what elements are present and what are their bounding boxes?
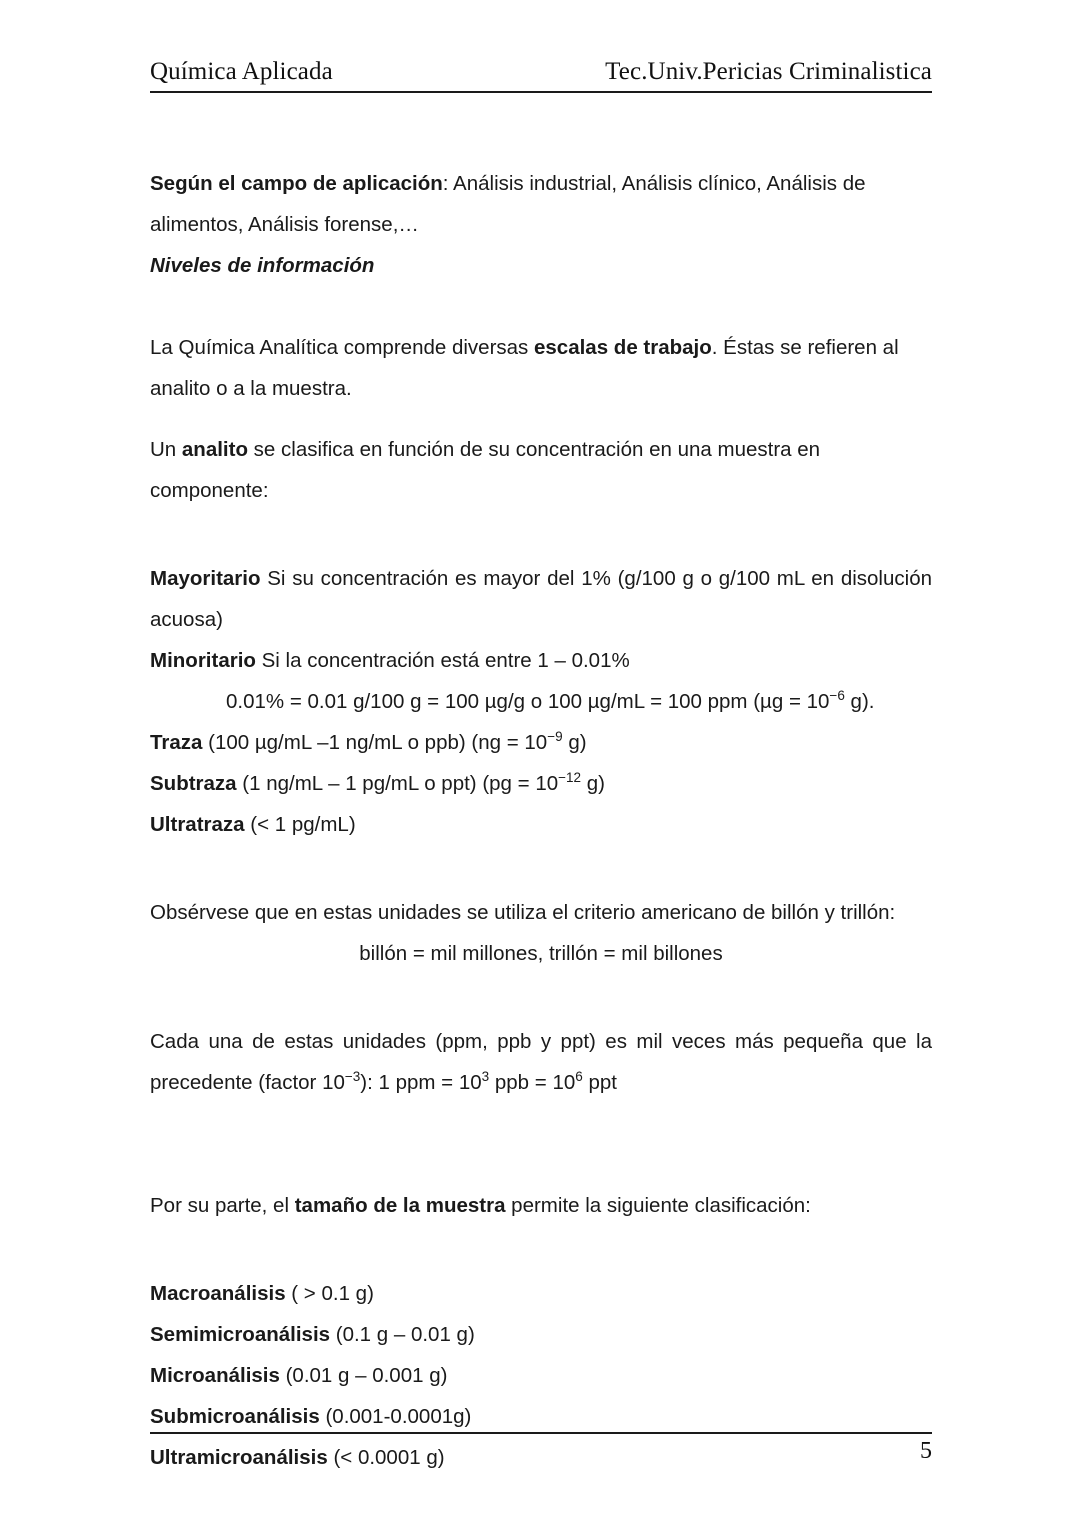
semimicroanalisis-range: (0.1 g – 0.01 g) [330, 1323, 475, 1346]
line-billon-trillon [150, 933, 932, 974]
footer-divider [150, 1432, 932, 1434]
spacer [150, 286, 932, 327]
submicroanalisis-term: Submicroanálisis [150, 1405, 320, 1428]
entry-subtraza [150, 763, 932, 804]
paragraph-tamano-muestra-intro [150, 1185, 932, 1226]
subtraza-range: (1 ng/mL – 1 pg/mL o ppt) (pg = 10 [236, 772, 559, 795]
factor-mil-exp1: −3 [344, 1069, 361, 1085]
factor-mil-exp2: 3 [481, 1069, 490, 1085]
header-divider [150, 91, 932, 93]
microanalisis-term: Microanálisis [150, 1364, 280, 1387]
spacer [150, 409, 932, 429]
ultramicroanalisis-term: Ultramicroanálisis [150, 1446, 328, 1469]
conversion-main: 0.01% = 0.01 g/100 g = 100 µg/g o 100 µg/mL = 100 ppm (µg = 10 [226, 690, 830, 713]
factor-mil-part2: ): 1 ppm = 10 [360, 1071, 482, 1094]
billon-trillon-text: billón = mil millones, trillón = mil billones [359, 942, 723, 965]
submicroanalisis-range: (0.001-0.0001g) [319, 1405, 472, 1428]
entry-semimicroanalisis [150, 1314, 932, 1355]
microanalisis-range: (0.01 g – 0.001 g) [279, 1364, 448, 1387]
formula-conversion-ppm [150, 681, 932, 722]
entry-minoritario [150, 640, 932, 681]
entry-microanalisis [150, 1355, 932, 1396]
semimicroanalisis-term: Semimicroanálisis [150, 1323, 331, 1346]
ultratraza-term: Ultratraza [150, 813, 245, 836]
paragraph-escalas-trabajo [150, 327, 932, 409]
escalas-bold: escalas de trabajo [534, 336, 712, 359]
spacer [150, 511, 932, 558]
factor-mil-exp3: 6 [575, 1069, 583, 1085]
traza-range: (100 µg/mL –1 ng/mL o ppb) (ng = 10 [202, 731, 548, 754]
entry-submicroanalisis [150, 1396, 932, 1437]
factor-mil-part1: Cada una de estas unidades (ppm, ppb y ppt) es mil veces más pequeña que la precedente (factor 10 [150, 1030, 932, 1094]
conversion-exponent: −6 [829, 688, 845, 704]
macroanalisis-range: ( > 0.1 g) [285, 1282, 374, 1305]
factor-mil-part4: ppt [582, 1071, 617, 1094]
entry-traza [150, 722, 932, 763]
heading-niveles-de-informacion [150, 245, 932, 286]
traza-term: Traza [150, 731, 203, 754]
spacer [150, 1103, 932, 1144]
paragraph-analito-clasificacion [150, 429, 932, 511]
paragraph-factor-mil [150, 1021, 932, 1103]
criterio-americano-text: Obsérvese que en estas unidades se utiliza el criterio americano de billón y trillón: [150, 901, 896, 924]
header-left-title: Química Aplicada [150, 58, 333, 85]
entry-ultratraza [150, 804, 932, 845]
page-header [150, 58, 932, 87]
spacer [150, 845, 932, 892]
ultratraza-range: (< 1 pg/mL) [244, 813, 356, 836]
entry-mayoritario [150, 558, 932, 640]
subtraza-tail: g) [581, 772, 605, 795]
subtraza-term: Subtraza [150, 772, 237, 795]
analito-bold: analito [181, 438, 248, 461]
campo-aplicacion-label: Según el campo de aplicación [150, 172, 443, 195]
escalas-after: . Éstas se refieren al analito o a la muestra. [150, 336, 899, 400]
analito-after: se clasifica en función de su concentración en una muestra en componente: [150, 438, 821, 502]
heading-niveles-label: Niveles de información [150, 254, 375, 277]
spacer [150, 1144, 932, 1185]
analito-before: Un [150, 438, 182, 461]
factor-mil-part3: ppb = 10 [489, 1071, 576, 1094]
paragraph-criterio-americano [150, 892, 932, 933]
minoritario-term: Minoritario [150, 649, 256, 672]
tamano-after: permite la siguiente clasificación: [505, 1194, 811, 1217]
traza-tail: g) [562, 731, 587, 754]
header-right-title: Tec.Univ.Pericias Criminalistica [605, 58, 932, 85]
entry-macroanalisis [150, 1273, 932, 1314]
macroanalisis-term: Macroanálisis [150, 1282, 286, 1305]
paragraph-campo-aplicacion [150, 163, 932, 245]
tamano-bold: tamaño de la muestra [294, 1194, 506, 1217]
page-number: 5 [920, 1438, 932, 1464]
page-footer [150, 1438, 932, 1465]
spacer [150, 1226, 932, 1273]
subtraza-exponent: −12 [558, 770, 582, 786]
tamano-before: Por su parte, el [150, 1194, 295, 1217]
minoritario-definition: Si la concentración está entre 1 – 0.01% [255, 649, 630, 672]
conversion-tail: g). [844, 690, 875, 713]
mayoritario-definition: Si su concentración es mayor del 1% (g/100 g o g/100 mL en disolución acuosa) [150, 567, 932, 631]
escalas-before: La Química Analítica comprende diversas [150, 336, 534, 359]
spacer [150, 974, 932, 1021]
ultramicroanalisis-range: (< 0.0001 g) [327, 1446, 445, 1469]
document-body [150, 163, 932, 1478]
campo-aplicacion-text: : Análisis industrial, Análisis clínico, Análisis de alimentos, Análisis forense,… [150, 172, 866, 236]
mayoritario-term: Mayoritario [150, 567, 261, 590]
traza-exponent: −9 [547, 729, 563, 745]
